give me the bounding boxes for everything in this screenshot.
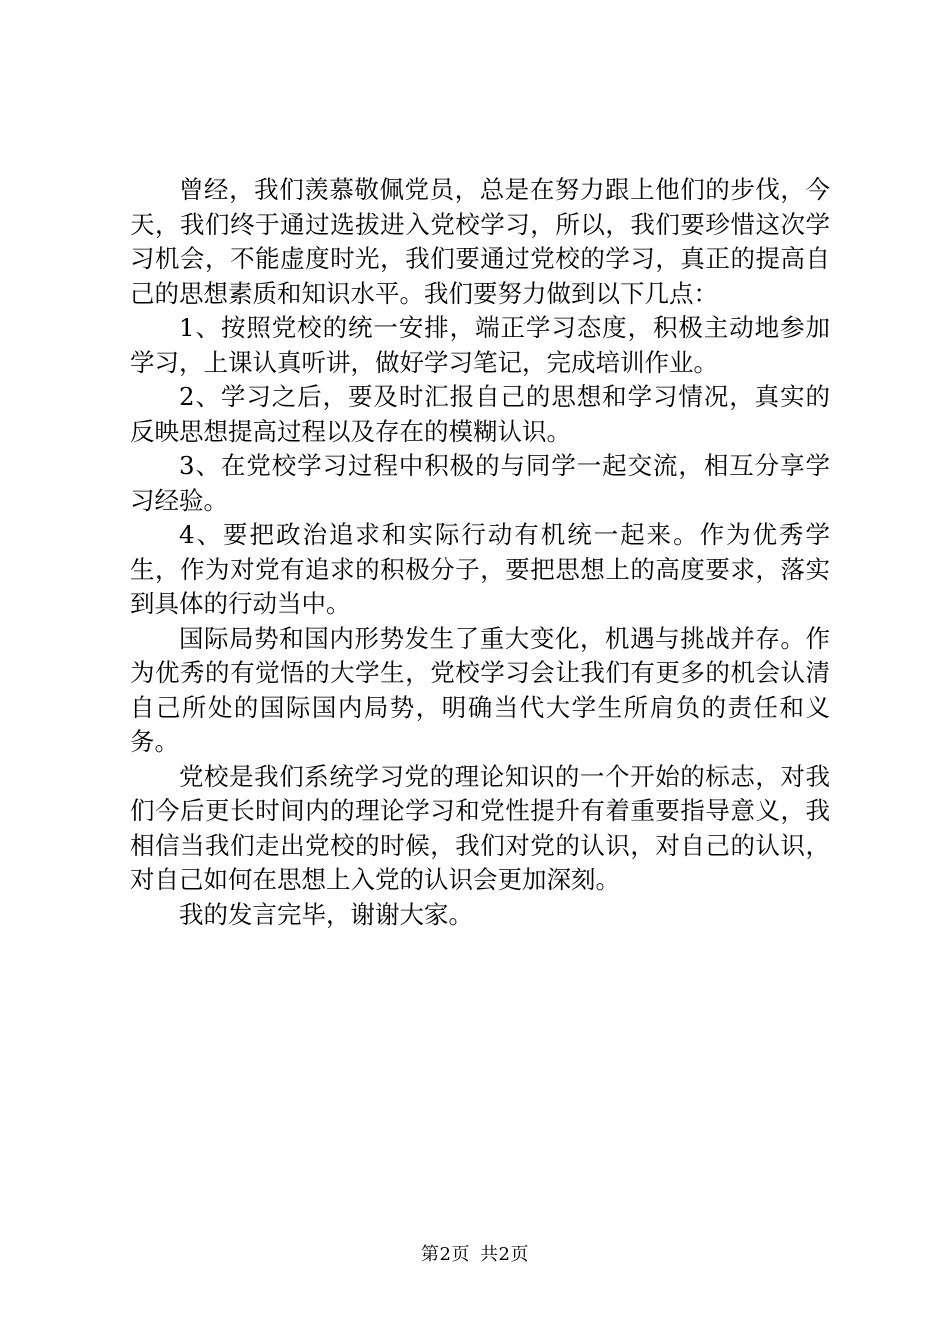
- paragraph-intro: 曾经，我们羡慕敬佩党员，总是在努力跟上他们的步伐，今天，我们终于通过选拔进入党校学习，所以，我们要珍惜这次学习机会，不能虚度时光，我们要通过党校的学习，真正的提高自己的思想素质和知识水平。我们要努力做到以下几点：: [130, 175, 830, 308]
- paragraph-closing: 我的发言完毕，谢谢大家。: [179, 899, 473, 929]
- paragraph-point-1: 1、按照党校的统一安排，端正学习态度，积极主动地参加学习，上课认真听讲，做好学习笔记，完成培训作业。: [130, 313, 830, 377]
- paragraph-point-2: 2、学习之后，要及时汇报自己的思想和学习情况，真实的反映思想提高过程以及存在的模糊认识。: [130, 382, 830, 446]
- document-body: [130, 173, 830, 932]
- paragraph-point-3: 3、在党校学习过程中积极的与同学一起交流，相互分享学习经验。: [130, 451, 830, 515]
- page-footer: [0, 1244, 950, 1266]
- page-total: 共2页: [480, 1244, 529, 1265]
- paragraph-significance: 党校是我们系统学习党的理论知识的一个开始的标志，对我们今后更长时间内的理论学习和党性提升有着重要指导意义，我相信当我们走出党校的时候，我们对党的认识，对自己的认识，对自己如何在思想上入党的认识会更加深刻。: [130, 761, 830, 894]
- paragraph-situation: 国际局势和国内形势发生了重大变化，机遇与挑战并存。作为优秀的有觉悟的大学生，党校学习会让我们有更多的机会认清自己所处的国际国内局势，明确当代大学生所肩负的责任和义务。: [130, 623, 830, 756]
- paragraph-point-4: 4、要把政治追求和实际行动有机统一起来。作为优秀学生，作为对党有追求的积极分子，要把思想上的高度要求，落实到具体的行动当中。: [130, 520, 830, 618]
- page-number: 第2页: [421, 1244, 470, 1265]
